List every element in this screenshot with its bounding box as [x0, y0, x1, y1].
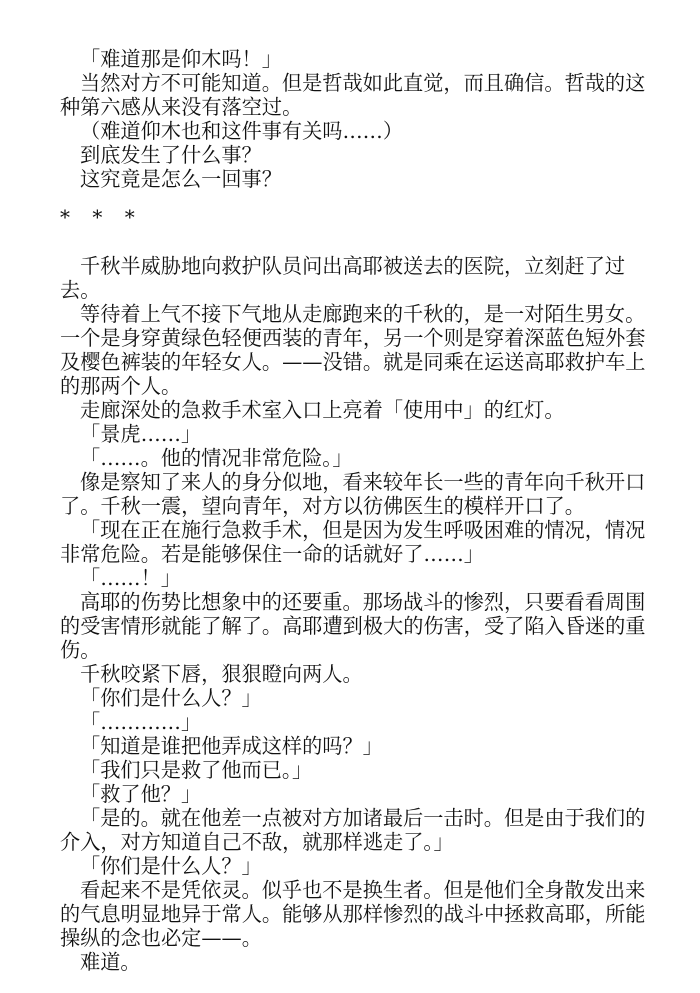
text-line: 「是的。就在他差一点被对方加诸最后一击时。但是由于我们的	[80, 806, 646, 830]
text-line: 非常危险。若是能够保住一命的话就好了……」	[60, 542, 484, 566]
text-line: 等待着上气不接下气地从走廊跑来的千秋的，是一对陌生男女。	[80, 302, 646, 326]
text-line: 「知道是谁把他弄成这样的吗？」	[80, 734, 383, 758]
text-line: 「救了他？」	[80, 782, 202, 806]
text-line: 「……！」	[80, 566, 181, 590]
text-line: 「你们是什么人？」	[80, 686, 262, 710]
text-line: 这究竟是怎么一回事？	[80, 167, 282, 191]
text-line: 「现在正在施行急救手术，但是因为发生呼吸困难的情况，情况	[80, 518, 646, 542]
text-line: 了。千秋一震，望向青年，对方以彷佛医生的模样开口了。	[60, 494, 585, 518]
text-line: 操纵的念也必定——。	[60, 926, 262, 950]
text-line: 「难道那是仰木吗！」	[80, 47, 282, 71]
text-line: 高耶的伤势比想象中的还要重。那场战斗的惨烈，只要看看周围	[80, 590, 646, 614]
text-line: 的那两个人。	[60, 374, 182, 398]
text-line: 「……。他的情况非常危险。」	[80, 446, 353, 470]
text-line: 难道。	[80, 950, 141, 974]
text-line: 及樱色裤装的年轻女人。——没错。就是同乘在运送高耶救护车上	[60, 350, 646, 374]
text-line: 「你们是什么人？」	[80, 854, 262, 878]
text-line: 去。	[60, 278, 101, 302]
text-line: 到底发生了什么事？	[80, 143, 262, 167]
text-line: 介入，对方知道自己不敌，就那样逃走了。」	[60, 830, 454, 854]
section-separator: * * *	[60, 205, 143, 229]
text-line: 的气息明显地异于常人。能够从那样惨烈的战斗中拯救高耶，所能	[60, 902, 646, 926]
text-line: 走廊深处的急救手术室入口上亮着「使用中」的红灯。	[80, 398, 565, 422]
text-line: 「景虎……」	[80, 422, 202, 446]
text-line: 「…………」	[80, 710, 202, 734]
text-line: 当然对方不可能知道。但是哲哉如此直觉，而且确信。哲哉的这	[80, 71, 646, 95]
text-line: 像是察知了来人的身分似地，看来较年长一些的青年向千秋开口	[80, 470, 646, 494]
text-line: 伤。	[60, 638, 101, 662]
text-line: 的受害情形就能了解了。高耶遭到极大的伤害，受了陷入昏迷的重	[60, 614, 646, 638]
text-line: 种第六感从来没有落空过。	[60, 95, 303, 119]
text-line: 千秋咬紧下唇，狠狠瞪向两人。	[80, 662, 363, 686]
text-line: 「我们只是救了他而已。」	[80, 758, 313, 782]
text-line: 千秋半威胁地向救护队员问出高耶被送去的医院，立刻赶了过	[80, 254, 626, 278]
text-line: 看起来不是凭依灵。似乎也不是换生者。但是他们全身散发出来	[80, 878, 646, 902]
text-line: 一个是身穿黄绿色轻便西装的青年，另一个则是穿着深蓝色短外套	[60, 326, 646, 350]
text-line: （难道仰木也和这件事有关吗……）	[80, 119, 404, 143]
